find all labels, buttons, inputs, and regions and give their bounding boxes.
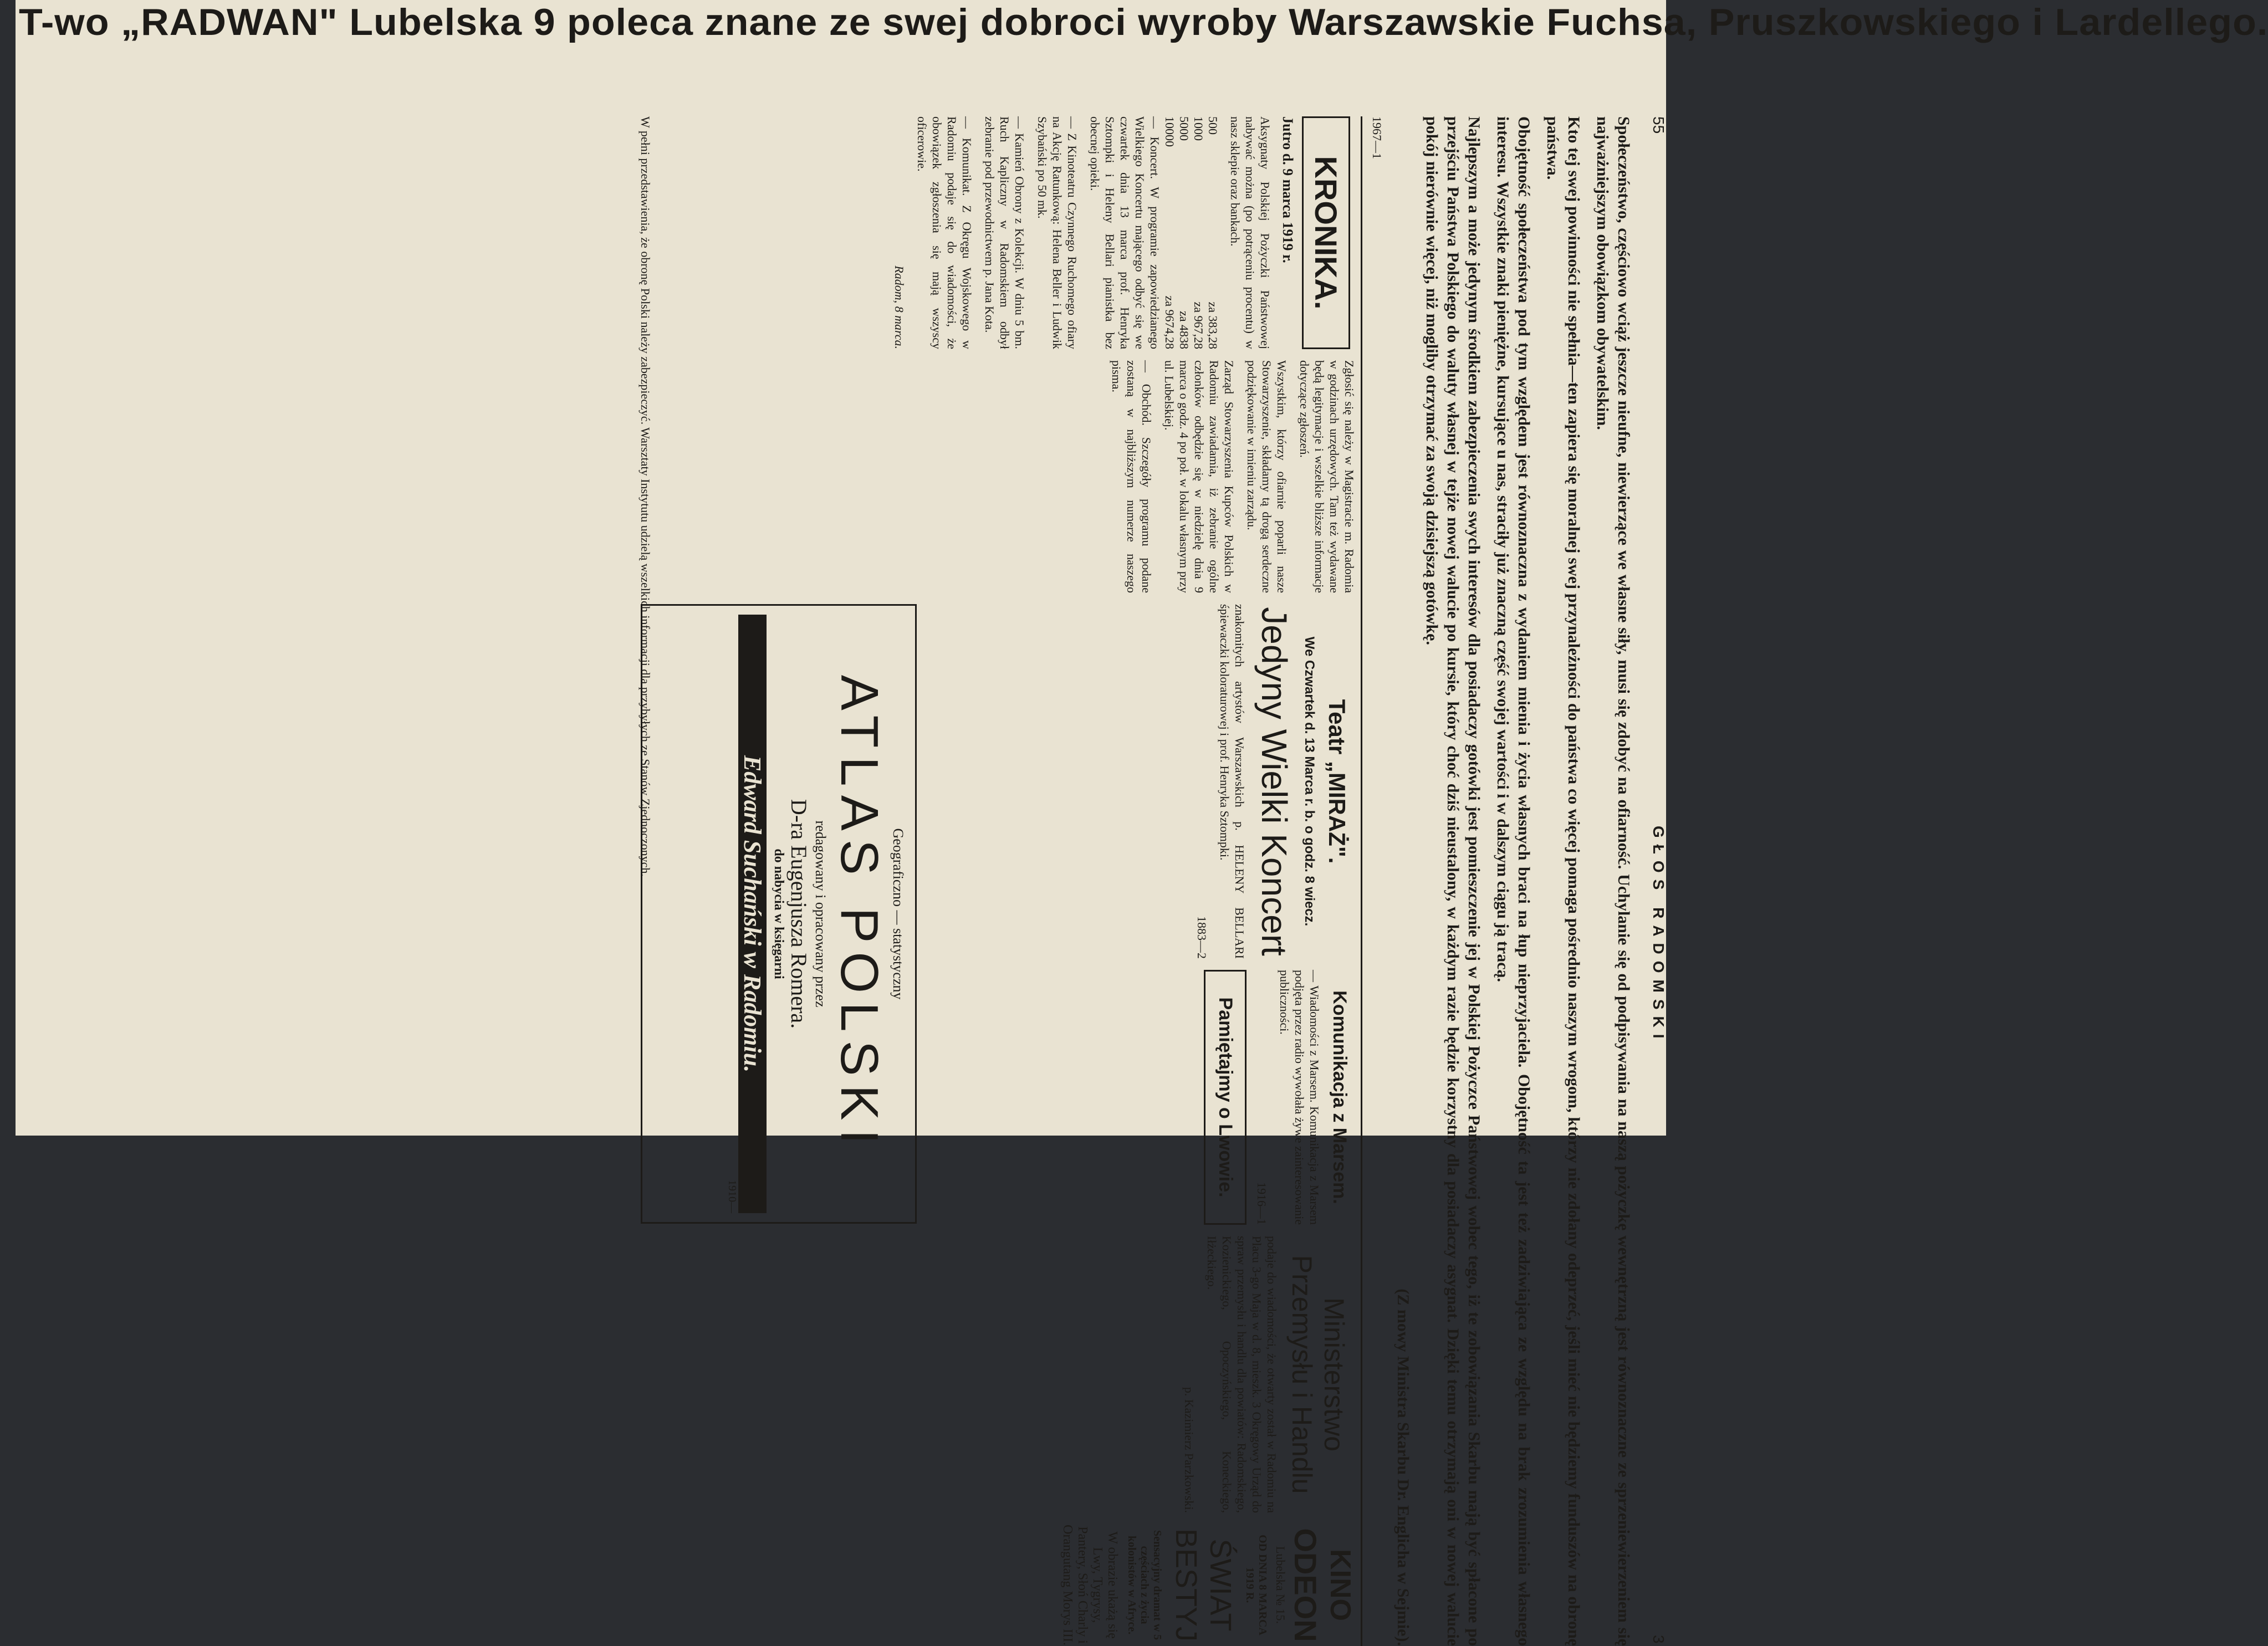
ministry-text: podaje do wiadomości, że otwarty został w Radomiu na Placu 3-go Maja w d. 8, mieszk. 3 Okręgowy Urząd do spraw przemysłu i handlu dla powiatów: Radomskiego, Kozienickiego, Opoczyńskiego, Koneckiego, Iłżeckiego. [1205, 1236, 1279, 1513]
koncert-title: Jedyny Wielki Koncert [1254, 607, 1294, 956]
odeon-date: OD DNIA 8 MARCA 1919 R. [1244, 1535, 1269, 1635]
ministry-advertisement [670, 1236, 1357, 1513]
komunikacja-text: — Wiadomości z Marsem. Komunikacja z Marsem podjęta przez radio wywołała żywe zainteresowanie publiczności. [1278, 970, 1321, 1225]
odeon-film-description: W obrazie ukażą się Lwy, Tygrysy, Pantery, Słoń Charly i Orangutang Morys III. [1060, 1525, 1120, 1645]
news-para-b: Wszystkim, którzy ofiarnie poparli nasze Stowarzyszenie, składamy tą drogą serdeczne podziękowanie w imieniu zarządu. [1245, 360, 1289, 593]
bottom-strip [636, 116, 653, 1646]
odeon-advertisement [670, 1524, 1357, 1646]
pamietajmy-box: Pamiętajmy o Lwowie. [1204, 970, 1247, 1225]
atlas-code: 1910— [726, 1180, 738, 1213]
paper-name: GŁOS RADOMSKI [1650, 826, 1667, 1045]
atlas-line-3: do nabycia w księgarni [772, 848, 786, 979]
lead-paragraph-4: Najlepszym a może jedynym środkiem zabezpieczenia swych interesów dla posiadaczy gotówki jest pomieszczenie jej w Polskiej Pożyczce Państwowej wobec tego, iż te zobowiązania Skarbu mają być spłacone po przejściu Państwa Polskiego do waluty własnej w tejże nowej walucie po kursie, który choć dziś nieustalony, w każdym razie będzie korzystny dla posiadaczy asygnat. Dzięki temu otrzymają oni w nowej walucie pokój nierównie więcej, niż mogliby otrzymać za swoją dzisiejszą gotówkę. [1423, 116, 1483, 1646]
lead-code: 1967—1 [1370, 116, 1384, 159]
koncert-description: znakomitych artystów Warszawskich p. HELENY BELLARI śpiewaczki koloraturowej i prof. Henryka Sztompki. [1218, 604, 1247, 959]
kronika-column [658, 116, 1357, 349]
kronika-para-5: — Komunikat. Z Okręgu Wojskowego w Radomiu podaje się do wiadomości, że obowiązek zgłoszenia się mają wszyscy oficerowie. [915, 116, 974, 349]
table-row: 500 za 383,28 [1206, 116, 1220, 349]
atlas-shop: Edward Suchański w Radomiu. [738, 615, 767, 1213]
lead-source: (Z mowy Ministra Skarbu Dr. Englicha w Sejmie). [1394, 1289, 1412, 1646]
kronika-para-2: — Koncert. W programie zapowiedzianego Wielkiego Koncertu mającego odbyć się we czwartek dnia 13 marca prof. Henryka Sztompki i Heleny Bellari pianistka bez obecnej opieki. [1088, 116, 1162, 349]
section-divider [1361, 116, 1362, 1646]
komunikacja-column [936, 970, 1357, 1225]
teatr-date: We Czwartek d. 13 Marca r. b. o godz. 8 wiecz. [1302, 636, 1317, 927]
teatr-column [936, 604, 1357, 959]
teatr-title: Teatr „MIRAŻ". [1324, 699, 1350, 864]
lead-paragraph-2: Kto tej swej powinności nie spełnia—ten zapiera się moralnej swej przynależności do państwa co więcej pomaga pośrednio naszym wrogom, którzy nie zdołany odeprzeć, jeśli mieć nie będziemy funduszów na obronę państwa. [1544, 116, 1583, 1646]
ministry-title: Ministerstwo Przemysłu i Handlu [1286, 1255, 1350, 1494]
komunikacja-code: 1916—1 [1255, 1182, 1269, 1225]
news-para-c: Zarząd Stowarzyszenia Kupców Polskich w Radomiu zawiadamia, iż zebranie ogólne członków odbędzie się w niedzielę dnia 9 marca o godz. 4 po poł. w lokalu własnym przy ul. Lubelskiej. [1162, 360, 1236, 593]
news-para-d: — Obchód. Szczegóły programu podane zostaną w najbliższym numerze naszego pisma. [1110, 360, 1153, 593]
page-number-right: 3 [1650, 1635, 1667, 1644]
komunikacja-title: Komunikacja z Marsem. [1329, 990, 1350, 1204]
bottom-strip-text: W pełni przedstawienia, że obronę Polski należy zabezpieczyć. Warsztaty Instytutu udzielą wszelkich informacji dla przybyłych ze Stanów Zjednoczonych. [638, 116, 652, 877]
atlas-advertisement [641, 604, 917, 1224]
kronika-para-1: Aksygnaty Polskiej Pożyczki Państwowej nabywać można (po potrąceniu procentu) w nasz sklepie oraz bankach. [1228, 116, 1272, 349]
newspaper-page [16, 0, 2268, 1646]
news-column [658, 360, 1357, 593]
table-row: 1000 za 967,28 [1192, 116, 1205, 349]
koncert-code: 1883—2 [1195, 916, 1209, 959]
atlas-title: ATLAS POLSKI [830, 674, 889, 1153]
odeon-kino: KINO [1324, 1549, 1356, 1621]
atlas-author: D-ra Eugenjusza Romera. [786, 799, 811, 1029]
lead-paragraph-3: Obojętność społeczeństwa pod tym względem jest równoznaczna z wydaniem mienia i życia własnych braci na łup nieprzyjaciela. Obojętność ta jest też zadziwiająca ze względu na brak zrozumienia własnego interesu. Wszystkie znaki pieniężne, kursujące u nas, straciły już znaczną część swojej wartości i w dalszym ciągu ją tracą. [1494, 116, 1533, 1646]
odeon-tagline: Sensacyjny dramat w 5 częściach z życia kolonistów w Afryce. [1126, 1530, 1163, 1640]
atlas-line-1: Geograficzno — statystyczny [890, 828, 906, 1000]
kronika-date: Jutro d. 9 marca 1919 r. [1280, 116, 1296, 263]
kronika-para-4: — Kamień Obrony z Kolekcji. W dniu 5 bm. Ruch Kapliczny w Radomskiem odbył zebranie pod przewodnictwem p. Jana Kota. [983, 116, 1026, 349]
atlas-line-2: redagowany i opracowany przez [813, 820, 829, 1008]
ministry-signature: p. Kazimierz Parzkowski. [1182, 1387, 1196, 1513]
table-row: 5000 za 4838 [1177, 116, 1191, 349]
lead-article [1370, 116, 1634, 1646]
odeon-name: ODEON [1288, 1528, 1323, 1642]
odeon-address: Lubelska № 15. [1274, 1546, 1288, 1624]
news-para-a: Zgłosić się należy w Magistracie m. Radomia w godzinach urzędowych. Tam też wydawane będą legitymacje i wszelkie bliższe informacje dotyczące zgłoszeń. [1298, 360, 1356, 593]
table-row: 10000 za 9674,28 [1163, 116, 1177, 349]
page-header [1639, 105, 1667, 1644]
banner-advertisement: T-wo „RADWAN" Lubelska 9 poleca znane ze swej dobroci wyroby Warszawskie Fuchsa, Pruszkowskiego i Lardellego. [19, 1, 2268, 43]
kronika-para-3: — Z Kinoteatru Czynnego Ruchomego ofiary na Akcję Ratunkową: Helena Beller i Ludwik Szybański po 50 mk. [1035, 116, 1079, 349]
kronika-signature: Radom, 8 marca. [892, 265, 906, 349]
weekly-table [1162, 116, 1220, 349]
rotated-page-content [49, 105, 1667, 1646]
kronika-title: KRONIKA. [1302, 116, 1350, 349]
odeon-film-title: ŚWIAT BESTYJ [1169, 1528, 1237, 1642]
page-number-left: 55 [1650, 116, 1667, 134]
lead-paragraph-1: Społeczeństwo, częściowo wciąż jeszcze nieufne, niewierzące we własne siły, musi się zdobyć na ofiarność. Uchylanie się od podpisywania na naszą pożyczkę wewnętrzną jest równoznaczne ze sprzeniewierzeniem się najważniejszym obowiązkom obywatelskim. [1593, 116, 1633, 1646]
